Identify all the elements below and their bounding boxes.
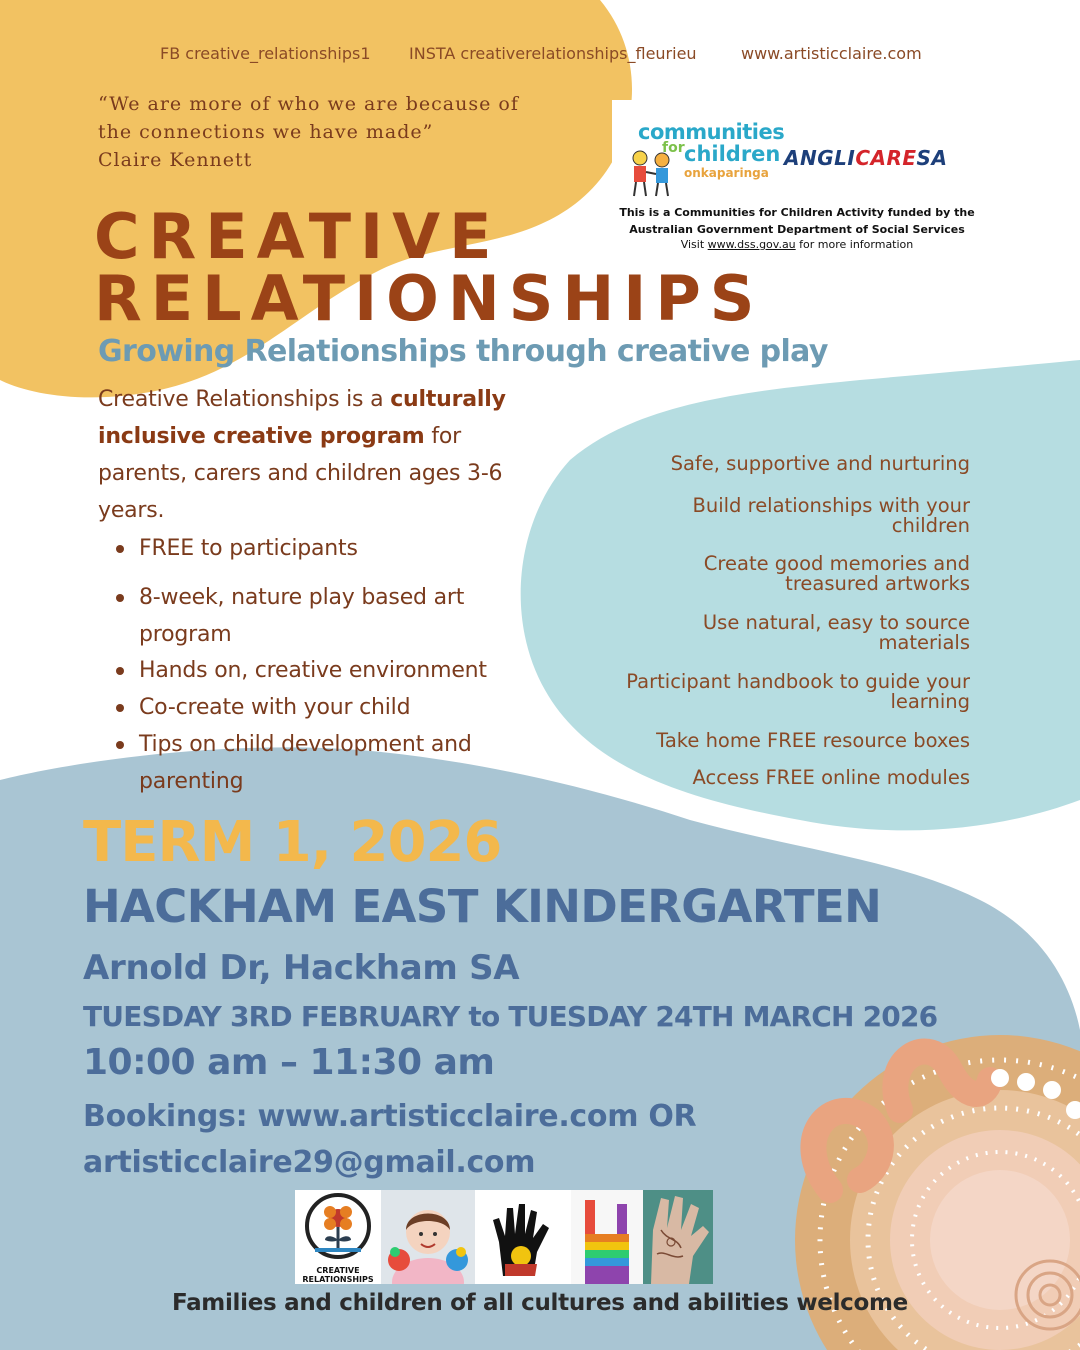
list-item: Hands on, creative environment xyxy=(112,652,542,689)
bookings xyxy=(83,1094,696,1186)
henna-hand-photo xyxy=(643,1190,713,1284)
quote-author: Claire Kennett xyxy=(98,149,253,171)
feature-item: Access FREE online modules xyxy=(692,766,970,789)
website-link[interactable]: www.artisticclaire.com xyxy=(741,44,922,63)
list-item: Tips on child development and parenting xyxy=(112,726,542,800)
child-painted-hands-photo xyxy=(381,1190,475,1284)
dss-link[interactable]: www.dss.gov.au xyxy=(707,238,796,251)
feature-item: Safe, supportive and nurturing xyxy=(670,452,970,475)
intro-bold: culturally inclusive creative program xyxy=(98,387,506,449)
funding-logo-panel xyxy=(612,100,982,270)
bookings-website[interactable]: Bookings: www.artisticclaire.com OR xyxy=(83,1099,697,1134)
list-item: 8-week, nature play based art program xyxy=(112,579,542,653)
intro-paragraph: Creative Relationships is a culturally inclusive creative program for parents, carers and children ages 3-6 years. xyxy=(98,387,506,523)
venue-address: Arnold Dr, Hackham SA xyxy=(83,948,520,988)
strip-logo-text-1: CREATIVE xyxy=(316,1266,360,1275)
list-item: Co-create with your child xyxy=(112,689,542,726)
feature-item: Participant handbook to guide your learning xyxy=(626,670,970,713)
list-item: FREE to participants xyxy=(112,530,542,567)
anglicare-logo: ANGLICARESA xyxy=(784,146,948,170)
event-time: 10:00 am – 11:30 am xyxy=(83,1042,495,1083)
aboriginal-hand-image xyxy=(475,1190,571,1284)
welcome-footer: Families and children of all cultures and abilities welcome xyxy=(172,1290,908,1316)
feature-item: Take home FREE resource boxes xyxy=(656,729,970,752)
cfc-logo-children: children xyxy=(684,142,781,166)
subtitle: Growing Relationships through creative play xyxy=(98,334,828,369)
quote xyxy=(98,90,578,174)
cfc-logo-region: onkaparinga xyxy=(684,166,769,180)
funding-statement: This is a Communities for Children Activity funded by the Australian Government Department of Social Services xyxy=(619,206,975,236)
rainbow-hand-image xyxy=(571,1190,643,1284)
title-line-2: RELATIONSHIPS xyxy=(94,262,764,335)
visit-dss-line: Visit www.dss.gov.au for more information xyxy=(680,238,914,251)
term-heading: TERM 1, 2026 xyxy=(83,810,502,875)
instagram-handle[interactable]: INSTA creativerelationships_fleurieu xyxy=(409,44,697,63)
cfc-logo-communities: communities xyxy=(638,120,785,144)
feature-item: Use natural, easy to source materials xyxy=(702,611,970,654)
cfc-logo-for: for xyxy=(662,140,685,156)
bookings-email[interactable]: artisticclaire29@gmail.com xyxy=(83,1145,536,1180)
image-strip xyxy=(295,1190,713,1284)
facebook-handle[interactable]: FB creative_relationships1 xyxy=(160,44,371,63)
venue-name: HACKHAM EAST KINDERGARTEN xyxy=(83,880,882,933)
title-line-1: CREATIVE xyxy=(94,200,501,273)
event-dates: TUESDAY 3RD FEBRUARY to TUESDAY 24TH MARCH 2026 xyxy=(83,1000,938,1033)
flower-logo-icon xyxy=(295,1190,381,1270)
strip-logo-text-2: RELATIONSHIPS xyxy=(302,1275,374,1284)
feature-item: Build relationships with your children xyxy=(692,494,970,537)
creative-relationships-logo xyxy=(295,1190,381,1284)
quote-line-2: the connections we have made” xyxy=(98,121,434,143)
feature-item: Create good memories and treasured artworks xyxy=(703,552,970,595)
quote-line-1: “We are more of who we are because of xyxy=(98,93,519,115)
teal-blob xyxy=(521,360,1080,830)
